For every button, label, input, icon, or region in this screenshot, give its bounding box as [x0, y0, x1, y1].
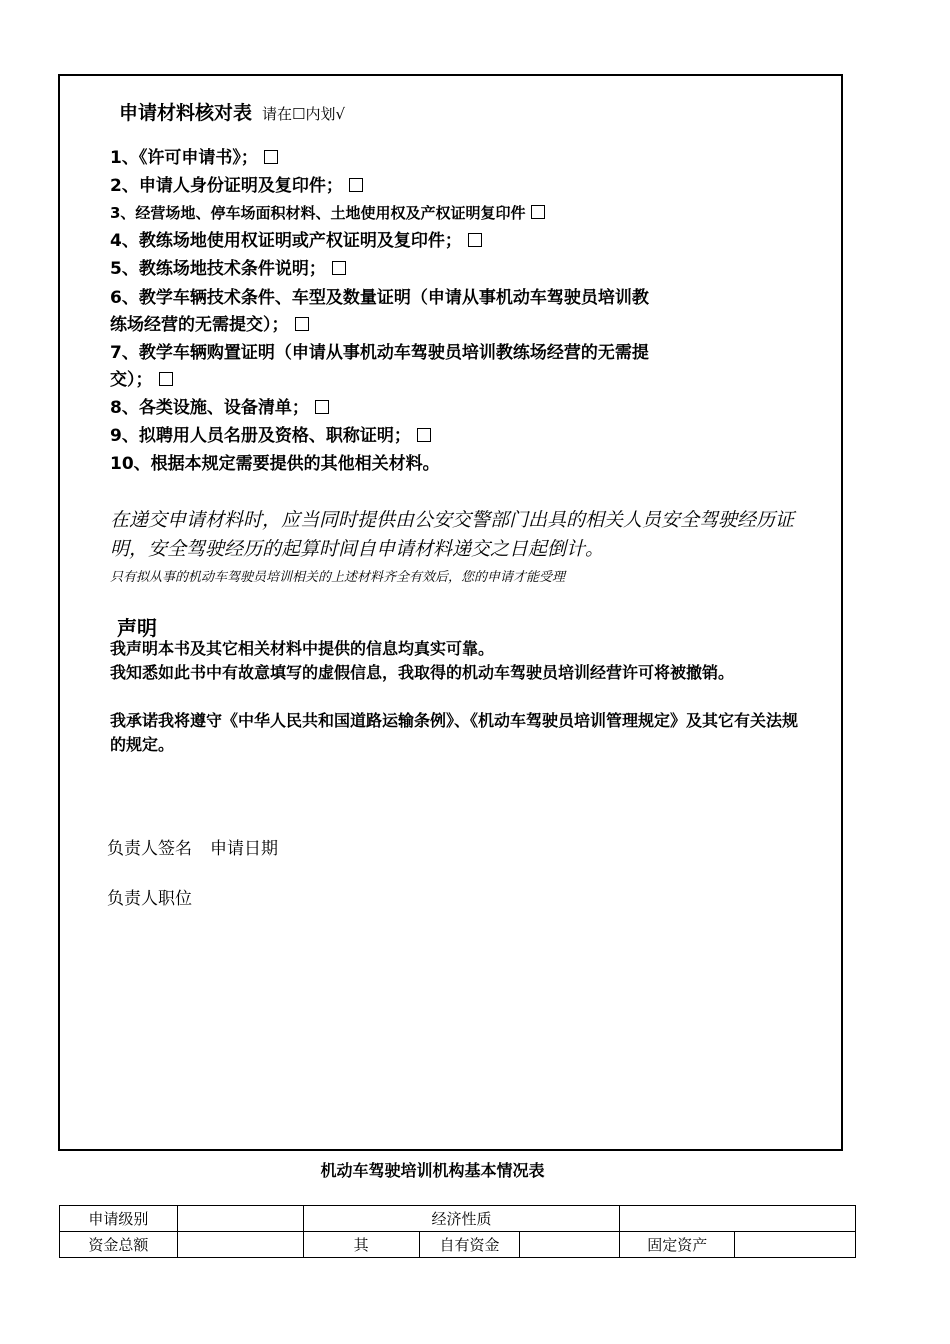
- level-value-cell[interactable]: [177, 1206, 303, 1232]
- declaration-line-3: 我承诺我将遵守《中华人民共和国道路运输条例》、《机动车驾驶员培训管理规定》及其它有关法规的规定。: [110, 711, 799, 754]
- checkbox[interactable]: [417, 428, 431, 442]
- checklist-item-text: 7、教学车辆购置证明（申请从事机动车驾驶员培训教练场经营的无需提: [110, 343, 649, 363]
- checklist-item-6b: [110, 312, 309, 339]
- checklist-title-text: 申请材料核对表: [119, 102, 253, 124]
- table-row: [60, 1232, 856, 1258]
- checkbox[interactable]: [295, 317, 309, 331]
- checklist-item-text: 2、申请人身份证明及复印件；: [110, 176, 343, 196]
- checkbox[interactable]: [159, 372, 173, 386]
- own-funds-label: 自有资金: [419, 1232, 520, 1258]
- checkbox[interactable]: [264, 150, 278, 164]
- submission-note: 在递交申请材料时，应当同时提供由公安交警部门出具的相关人员安全驾驶经历证明，安全驾驶经历的起算时间自申请材料递交之日起倒计。: [110, 509, 795, 560]
- checklist-item-7a: [110, 340, 649, 367]
- position-label: 负责人职位: [107, 889, 192, 909]
- checklist-item-text: 1、《许可申请书》；: [110, 148, 258, 168]
- fixed-assets-value-cell[interactable]: [735, 1232, 856, 1258]
- declaration-title: 声明: [117, 616, 157, 640]
- checklist-item-text: 3、经营场地、停车场面积材料、土地使用权及产权证明复印件: [110, 204, 526, 222]
- fixed-assets-label: 固定资产: [620, 1232, 735, 1258]
- checklist-item-3: [110, 200, 545, 227]
- declaration-line-2: 我知悉如此书中有故意填写的虚假信息，我取得的机动车驾驶员培训经营许可将被撤销。: [110, 663, 735, 682]
- checklist-hint: 请在☐内划√: [262, 105, 346, 123]
- acceptance-note: 只有拟从事的机动车驾驶员培训相关的上述材料齐全有效后，您的申请才能受理: [110, 570, 566, 585]
- checklist-item-6a: [110, 285, 649, 312]
- checklist-item-text: 交）；: [110, 370, 153, 390]
- info-table-title: 机动车驾驶培训机构基本情况表: [320, 1161, 545, 1180]
- checklist-item-text: 10、根据本规定需要提供的其他相关材料。: [110, 454, 440, 474]
- checklist-item-text: 4、教练场地使用权证明或产权证明及复印件；: [110, 231, 462, 251]
- checklist-item-8: [110, 395, 329, 422]
- checklist-item-9: [110, 423, 431, 450]
- signature-row: [107, 834, 278, 859]
- info-table: [59, 1205, 856, 1258]
- nature-label: 经济性质: [303, 1206, 620, 1232]
- level-label: 申请级别: [60, 1206, 178, 1232]
- checkbox[interactable]: [315, 400, 329, 414]
- checklist-item-text: 9、拟聘用人员名册及资格、职称证明；: [110, 426, 411, 446]
- checklist-item-1: [110, 145, 278, 172]
- checklist-item-7b: [110, 367, 173, 394]
- total-value-cell[interactable]: [177, 1232, 303, 1258]
- checklist-item-text: 5、教练场地技术条件说明；: [110, 259, 326, 279]
- checklist-title: [119, 98, 345, 125]
- checklist-item-text: 8、各类设施、设备清单；: [110, 398, 309, 418]
- checkbox[interactable]: [468, 233, 482, 247]
- checkbox[interactable]: [332, 261, 346, 275]
- of-which-label: 其: [303, 1232, 419, 1258]
- checklist-item-2: [110, 173, 363, 200]
- checklist-item-text: 练场经营的无需提交）；: [110, 315, 289, 335]
- checkbox[interactable]: [531, 205, 545, 219]
- checklist-item-5: [110, 256, 346, 283]
- checklist-item-10: [110, 451, 440, 478]
- nature-value-cell[interactable]: [620, 1206, 856, 1232]
- own-funds-value-cell[interactable]: [520, 1232, 620, 1258]
- signer-label: 负责人签名: [107, 839, 192, 859]
- total-label: 资金总额: [60, 1232, 178, 1258]
- table-row: [60, 1206, 856, 1232]
- declaration-line-1: 我声明本书及其它相关材料中提供的信息均真实可靠。: [110, 639, 495, 658]
- checklist-item-text: 6、教学车辆技术条件、车型及数量证明（申请从事机动车驾驶员培训教: [110, 288, 649, 308]
- checkbox[interactable]: [349, 178, 363, 192]
- checklist-item-4: [110, 228, 482, 255]
- date-label: 申请日期: [210, 839, 278, 859]
